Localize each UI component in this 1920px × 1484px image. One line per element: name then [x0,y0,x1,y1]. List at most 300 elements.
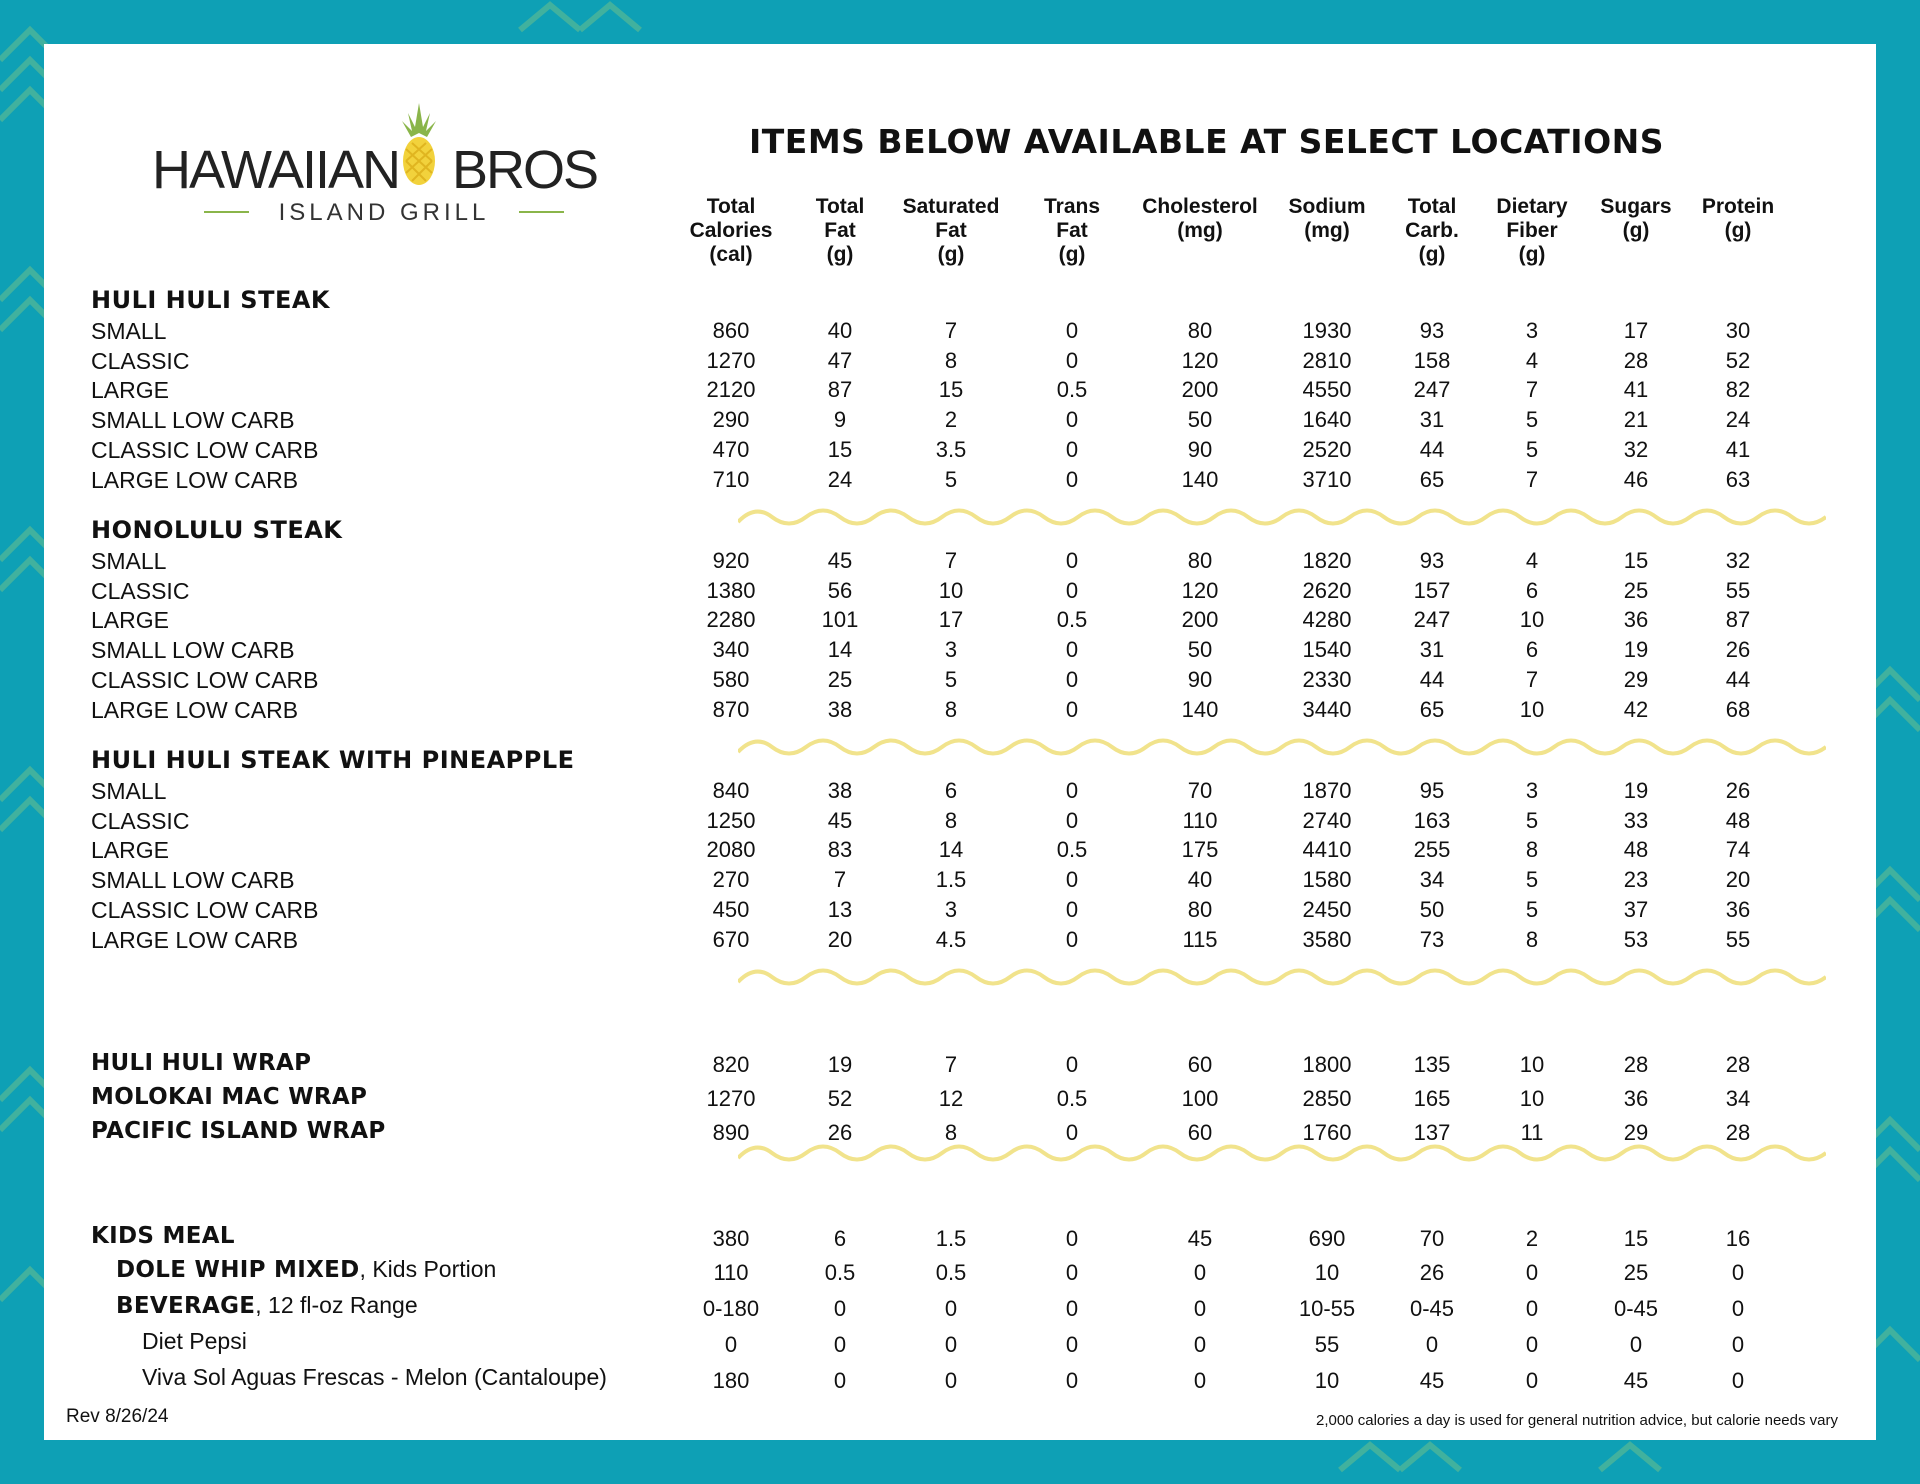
nutrient-value: 0 [1065,347,1079,373]
nutrient-value: 0 [1065,926,1079,952]
nutrient-value: 20 [827,926,853,952]
nutrient-value: 29 [1623,666,1649,692]
kids-item-name: BEVERAGE [116,1293,256,1319]
nutrient-value: 1540 [1302,637,1352,663]
nutrient-value: 10 [1314,1260,1340,1285]
nutrient-value: 33 [1623,807,1649,833]
nutrient-value: 0 [1065,436,1079,462]
nutrient-value: 0 [1065,666,1079,692]
nutrient-value: 0 [1065,896,1079,922]
nutrient-value: 0 [1629,1332,1643,1357]
nutrient-value: 23 [1623,867,1649,893]
row-label: CLASSIC LOW CARB [91,896,319,923]
nutrient-value: 0 [1065,696,1079,722]
calorie-footnote: 2,000 calories a day is used for general nutrition advice, but calorie needs vary [1316,1412,1838,1429]
kids-item-detail: , 12 fl-oz Range [255,1292,418,1318]
nutrient-value: 4550 [1302,377,1352,403]
nutrient-value: 470 [712,436,750,462]
nutrient-value: 50 [1419,896,1445,922]
nutrient-value: 10 [1314,1368,1340,1393]
nutrient-value: 80 [1187,896,1213,922]
nutrient-value: 0 [1065,637,1079,663]
nutrient-value: 7 [833,867,847,893]
nutrient-value: 87 [1725,607,1751,633]
nutrient-value: 0 [833,1332,847,1357]
nutrient-value: 5 [1525,436,1539,462]
nutrient-value: 14 [827,637,853,663]
row-label: LARGE LOW CARB [91,926,299,953]
nutrient-value: 0 [1193,1368,1207,1393]
nutrient-value: 6 [1525,637,1539,663]
nutrient-value: 60 [1187,1120,1213,1145]
nutrient-value: 7 [1525,466,1539,492]
pineapple-icon [394,99,444,189]
nutrient-value: 46 [1623,466,1649,492]
nutrient-value: 0.5 [824,1260,856,1285]
nutrient-value: 0 [1525,1368,1539,1393]
nutrient-value: 3710 [1302,466,1352,492]
nutrient-value: 28 [1623,347,1649,373]
nutrient-value: 50 [1187,637,1213,663]
nutrient-value: 45 [1623,1368,1649,1393]
nutrient-value: 3 [1525,778,1539,803]
kids-item-label [142,1364,607,1390]
nutrient-value: 2120 [706,377,756,403]
nutrient-value: 7 [1525,377,1539,403]
nutrient-value: 44 [1725,666,1751,692]
nutrient-value: 36 [1623,1086,1649,1111]
nutrient-value: 0 [1731,1368,1745,1393]
nutrient-value: 0 [1193,1296,1207,1321]
nutrient-value: 28 [1725,1120,1751,1145]
nutrient-value: 1640 [1302,407,1352,433]
nutrient-value: 0 [1525,1332,1539,1357]
nutrient-value: 0 [1065,867,1079,893]
nutrient-value: 6 [1525,577,1539,603]
nutrient-value: 200 [1181,377,1219,403]
nutrient-value: 0.5 [935,1260,967,1285]
nutrient-value: 70 [1419,1226,1445,1251]
nutrient-value: 83 [827,837,853,863]
nutrient-value: 31 [1419,637,1445,663]
section-title: HONOLULU STEAK [91,516,343,544]
nutrient-value: 25 [827,666,853,692]
wrap-label: HULI HULI WRAP [91,1050,312,1076]
nutrient-value: 90 [1187,666,1213,692]
nutrient-value: 8 [944,347,958,373]
nutrient-value: 36 [1725,896,1751,922]
nutrient-value: 45 [827,807,853,833]
wave-divider [738,502,1826,532]
nutrient-value: 26 [1725,778,1751,803]
nutrient-value: 0 [833,1368,847,1393]
nutrient-value: 48 [1623,837,1649,863]
nutrient-value: 47 [827,347,853,373]
nutrient-value: 65 [1419,466,1445,492]
nutrient-value: 200 [1181,607,1219,633]
nutrient-value: 3 [1525,318,1539,343]
nutrient-value: 380 [712,1226,750,1251]
nutrient-value: 140 [1181,696,1219,722]
brand-tagline: ISLAND GRILL [278,199,490,226]
nutrient-value: 270 [712,867,750,893]
column-header: Sodium (mg) [1288,195,1366,242]
nutrient-value: 0 [1065,1332,1079,1357]
nutrient-value: 29 [1623,1120,1649,1145]
nutrient-value: 44 [1419,666,1445,692]
nutrient-value: 53 [1623,926,1649,952]
nutrient-value: 19 [1623,778,1649,803]
nutrient-value: 0 [944,1332,958,1357]
nutrient-value: 15 [1623,548,1649,573]
nutrient-value: 42 [1623,696,1649,722]
row-label: CLASSIC LOW CARB [91,666,319,693]
nutrient-value: 7 [944,548,958,573]
nutrient-value: 870 [712,696,750,722]
nutrient-value: 2620 [1302,577,1352,603]
column-header: Total Calories (cal) [689,195,773,266]
nutrient-value: 247 [1413,377,1451,403]
revision-date: Rev 8/26/24 [66,1406,169,1427]
nutrient-value: 110 [713,1260,749,1285]
row-label: SMALL [91,778,167,804]
nutrient-value: 2850 [1302,1086,1352,1111]
nutrient-value: 0 [1065,577,1079,603]
nutrient-value: 0 [1065,1120,1079,1145]
kids-item-label [91,1222,235,1249]
nutrient-value: 890 [712,1120,750,1145]
nutrient-value: 175 [1181,837,1219,863]
column-header: Total Carb. (g) [1405,195,1459,266]
nutrient-value: 0 [1065,1260,1079,1285]
nutrient-value: 0 [1065,1368,1079,1393]
nutrient-value: 37 [1623,896,1649,922]
section-title: HULI HULI STEAK [91,286,331,314]
nutrient-value: 10 [1519,1052,1545,1077]
nutrient-value: 2740 [1302,807,1352,833]
nutrient-value: 80 [1187,548,1213,573]
nutrient-value: 17 [938,607,964,633]
nutrient-value: 580 [712,666,750,692]
nutrient-value: 670 [712,926,750,952]
wave-divider [738,732,1826,762]
row-label: LARGE LOW CARB [91,696,299,723]
nutrient-value: 80 [1187,318,1213,343]
nutrient-value: 1.5 [935,867,967,893]
wave-divider [738,962,1826,992]
nutrient-value: 0 [1425,1332,1439,1357]
nutrient-value: 68 [1725,696,1751,722]
nutrient-value: 13 [827,896,853,922]
nutrient-value: 163 [1413,807,1451,833]
nutrient-value: 3580 [1302,926,1352,952]
row-label: SMALL LOW CARB [91,637,295,664]
nutrient-value: 93 [1419,318,1445,343]
kids-item-name: KIDS MEAL [91,1223,235,1249]
nutrient-value: 10 [938,577,964,603]
nutrient-value: 8 [944,1120,958,1145]
nutrient-value: 135 [1413,1052,1451,1077]
nutrient-value: 0 [1065,466,1079,492]
nutrient-value: 0 [1065,778,1079,803]
nutrient-value: 820 [712,1052,750,1077]
nutrient-value: 0 [1065,1296,1079,1321]
nutrient-value: 450 [712,896,750,922]
nutrient-value: 7 [944,318,958,343]
row-label: SMALL LOW CARB [91,407,295,434]
menu-sheet [44,44,1876,1440]
row-label: CLASSIC [91,347,190,374]
nutrient-value: 36 [1623,607,1649,633]
nutrient-value: 115 [1182,926,1218,952]
nutrient-value: 82 [1725,377,1751,403]
column-header: Cholesterol (mg) [1142,195,1258,242]
nutrient-value: 52 [827,1086,853,1111]
nutrient-value: 0-45 [1409,1296,1455,1321]
nutrient-value: 5 [1525,807,1539,833]
nutrient-value: 0 [1065,548,1079,573]
nutrient-value: 0 [1065,1226,1079,1251]
nutrient-value: 5 [1525,867,1539,893]
nutrient-value: 10 [1519,696,1545,722]
nutrient-value: 28 [1623,1052,1649,1077]
nutrient-value: 0 [724,1332,738,1357]
nutrient-value: 0.5 [1056,607,1088,633]
nutrient-value: 95 [1419,778,1445,803]
nutrient-value: 3 [944,896,958,922]
nutrient-value: 19 [1623,637,1649,663]
row-label: LARGE [91,377,169,404]
nutrient-value: 3 [944,637,958,663]
nutrient-value: 26 [827,1120,853,1145]
section-title: HULI HULI STEAK WITH PINEAPPLE [91,746,575,774]
nutrient-value: 2280 [706,607,756,633]
column-header: Protein (g) [1701,195,1775,242]
nutrient-value: 45 [827,548,853,573]
nutrient-value: 4 [1525,347,1539,373]
row-label: SMALL LOW CARB [91,867,295,894]
nutrient-value: 5 [944,666,958,692]
row-label: LARGE [91,837,169,864]
nutrient-value: 255 [1413,837,1451,863]
nutrient-value: 32 [1725,548,1751,573]
nutrient-value: 38 [827,696,853,722]
nutrient-value: 5 [1525,407,1539,433]
nutrient-value: 137 [1413,1120,1451,1145]
brand-name-right: BROS [452,140,598,200]
nutrient-value: 10-55 [1298,1296,1356,1321]
nutrient-value: 1270 [706,347,756,373]
nutrient-value: 710 [712,466,750,492]
nutrient-value: 25 [1623,577,1649,603]
nutrient-value: 24 [1725,407,1751,433]
nutrient-value: 0 [1731,1260,1745,1285]
wrap-label: MOLOKAI MAC WRAP [91,1084,368,1110]
row-label: LARGE LOW CARB [91,466,299,493]
row-label: SMALL [91,318,167,344]
nutrient-value: 34 [1725,1086,1751,1111]
nutrient-value: 45 [1419,1368,1445,1393]
kids-item-detail: Diet Pepsi [142,1328,247,1354]
nutrient-value: 120 [1181,347,1219,373]
nutrient-value: 45 [1187,1226,1213,1251]
kids-item-detail: , Kids Portion [359,1256,497,1282]
nutrient-value: 0 [1731,1296,1745,1321]
brand-logo [144,99,604,229]
nutrient-value: 41 [1623,377,1649,403]
nutrient-value: 0.5 [1056,837,1088,863]
nutrient-value: 157 [1413,577,1451,603]
nutrient-value: 140 [1181,466,1219,492]
nutrient-value: 60 [1187,1052,1213,1077]
nutrient-value: 0 [944,1368,958,1393]
nutrient-value: 0 [1065,807,1079,833]
nutrient-value: 2450 [1302,896,1352,922]
nutrient-value: 2 [1525,1226,1539,1251]
nutrient-value: 0 [1193,1260,1207,1285]
column-header: Total Fat (g) [815,195,865,266]
nutrient-value: 2 [944,407,958,433]
nutrient-value: 56 [827,577,853,603]
nutrient-value: 1380 [706,577,756,603]
nutrient-value: 0 [1065,1052,1079,1077]
nutrient-value: 5 [944,466,958,492]
nutrient-value: 15 [827,436,853,462]
nutrient-value: 31 [1419,407,1445,433]
nutrient-value: 0 [1731,1332,1745,1357]
nutrient-value: 0 [1193,1332,1207,1357]
nutrient-value: 0 [1065,407,1079,433]
nutrient-value: 110 [1182,807,1218,833]
nutrient-value: 4410 [1302,837,1352,863]
wrap-label: PACIFIC ISLAND WRAP [91,1118,386,1144]
nutrient-value: 0-45 [1613,1296,1659,1321]
nutrient-value: 7 [1525,666,1539,692]
nutrient-value: 12 [938,1086,964,1111]
nutrient-value: 38 [827,778,853,803]
nutrient-value: 17 [1623,318,1649,343]
row-label: CLASSIC LOW CARB [91,436,319,463]
nutrient-value: 165 [1413,1086,1451,1111]
nutrient-value: 20 [1725,867,1751,893]
wave-divider [738,1138,1826,1168]
brand-name-left: HAWAIIAN [152,140,400,200]
nutrient-value: 48 [1725,807,1751,833]
nutrient-value: 44 [1419,436,1445,462]
nutrient-value: 3.5 [935,436,967,462]
nutrient-value: 120 [1181,577,1219,603]
nutrient-value: 21 [1623,407,1649,433]
nutrient-value: 8 [944,696,958,722]
nutrient-value: 0 [833,1296,847,1321]
nutrient-value: 0 [1065,318,1079,343]
kids-item-label [142,1328,247,1354]
nutrient-value: 180 [712,1368,750,1393]
nutrient-value: 100 [1181,1086,1219,1111]
nutrient-value: 41 [1725,436,1751,462]
nutrient-value: 26 [1419,1260,1445,1285]
nutrient-value: 1580 [1302,867,1352,893]
nutrient-value: 10 [1519,607,1545,633]
nutrient-value: 860 [712,318,750,343]
nutrient-value: 1270 [706,1086,756,1111]
nutrient-value: 8 [1525,926,1539,952]
nutrient-value: 1820 [1302,548,1352,573]
nutrient-value: 70 [1187,778,1213,803]
nutrient-value: 73 [1419,926,1445,952]
nutrient-value: 0.5 [1056,1086,1088,1111]
nutrient-value: 7 [944,1052,958,1077]
nutrient-value: 920 [712,548,750,573]
nutrient-value: 2330 [1302,666,1352,692]
nutrient-value: 290 [712,407,750,433]
nutrient-value: 26 [1725,637,1751,663]
nutrient-value: 52 [1725,347,1751,373]
column-header: Sugars (g) [1600,195,1672,242]
row-label: LARGE [91,607,169,634]
column-header: Trans Fat (g) [1043,195,1101,266]
nutrient-value: 28 [1725,1052,1751,1077]
kids-item-label [116,1292,418,1319]
nutrient-value: 14 [938,837,964,863]
nutrient-value: 1930 [1302,318,1352,343]
nutrient-value: 3440 [1302,696,1352,722]
nutrient-value: 87 [827,377,853,403]
nutrient-value: 55 [1314,1332,1340,1357]
nutrient-value: 25 [1623,1260,1649,1285]
nutrient-value: 9 [833,407,847,433]
nutrient-value: 0 [1525,1296,1539,1321]
nutrient-value: 247 [1413,607,1451,633]
nutrient-value: 55 [1725,577,1751,603]
kids-item-label [116,1256,496,1283]
row-label: CLASSIC [91,577,190,604]
nutrient-value: 34 [1419,867,1445,893]
nutrient-value: 32 [1623,436,1649,462]
kids-item-name: DOLE WHIP MIXED [116,1257,360,1283]
page-heading: ITEMS BELOW AVAILABLE AT SELECT LOCATIONS [749,122,1665,161]
nutrient-value: 1800 [1302,1052,1352,1077]
nutrient-value: 4.5 [935,926,967,952]
nutrient-value: 1760 [1302,1120,1352,1145]
column-header: Dietary Fiber (g) [1496,195,1568,266]
nutrient-value: 340 [712,637,750,663]
nutrient-value: 93 [1419,548,1445,573]
nutrient-value: 55 [1725,926,1751,952]
nutrient-value: 15 [938,377,964,403]
nutrient-value: 8 [1525,837,1539,863]
nutrient-value: 2810 [1302,347,1352,373]
kids-item-detail: Viva Sol Aguas Frescas - Melon (Cantaloupe) [142,1364,607,1390]
nutrient-value: 90 [1187,436,1213,462]
nutrient-value: 0-180 [702,1296,760,1321]
nutrient-value: 101 [821,607,859,633]
nutrient-value: 1.5 [935,1226,967,1251]
nutrient-value: 4 [1525,548,1539,573]
nutrient-value: 690 [1308,1226,1346,1251]
nutrient-value: 1870 [1302,778,1352,803]
nutrient-value: 40 [827,318,853,343]
nutrient-value: 0 [1525,1260,1539,1285]
nutrient-value: 15 [1623,1226,1649,1251]
nutrient-value: 6 [833,1226,847,1251]
nutrient-value: 0 [944,1296,958,1321]
nutrient-value: 6 [944,778,958,803]
nutrient-value: 2080 [706,837,756,863]
nutrient-value: 30 [1725,318,1751,343]
nutrient-value: 5 [1525,896,1539,922]
nutrient-value: 158 [1413,347,1451,373]
